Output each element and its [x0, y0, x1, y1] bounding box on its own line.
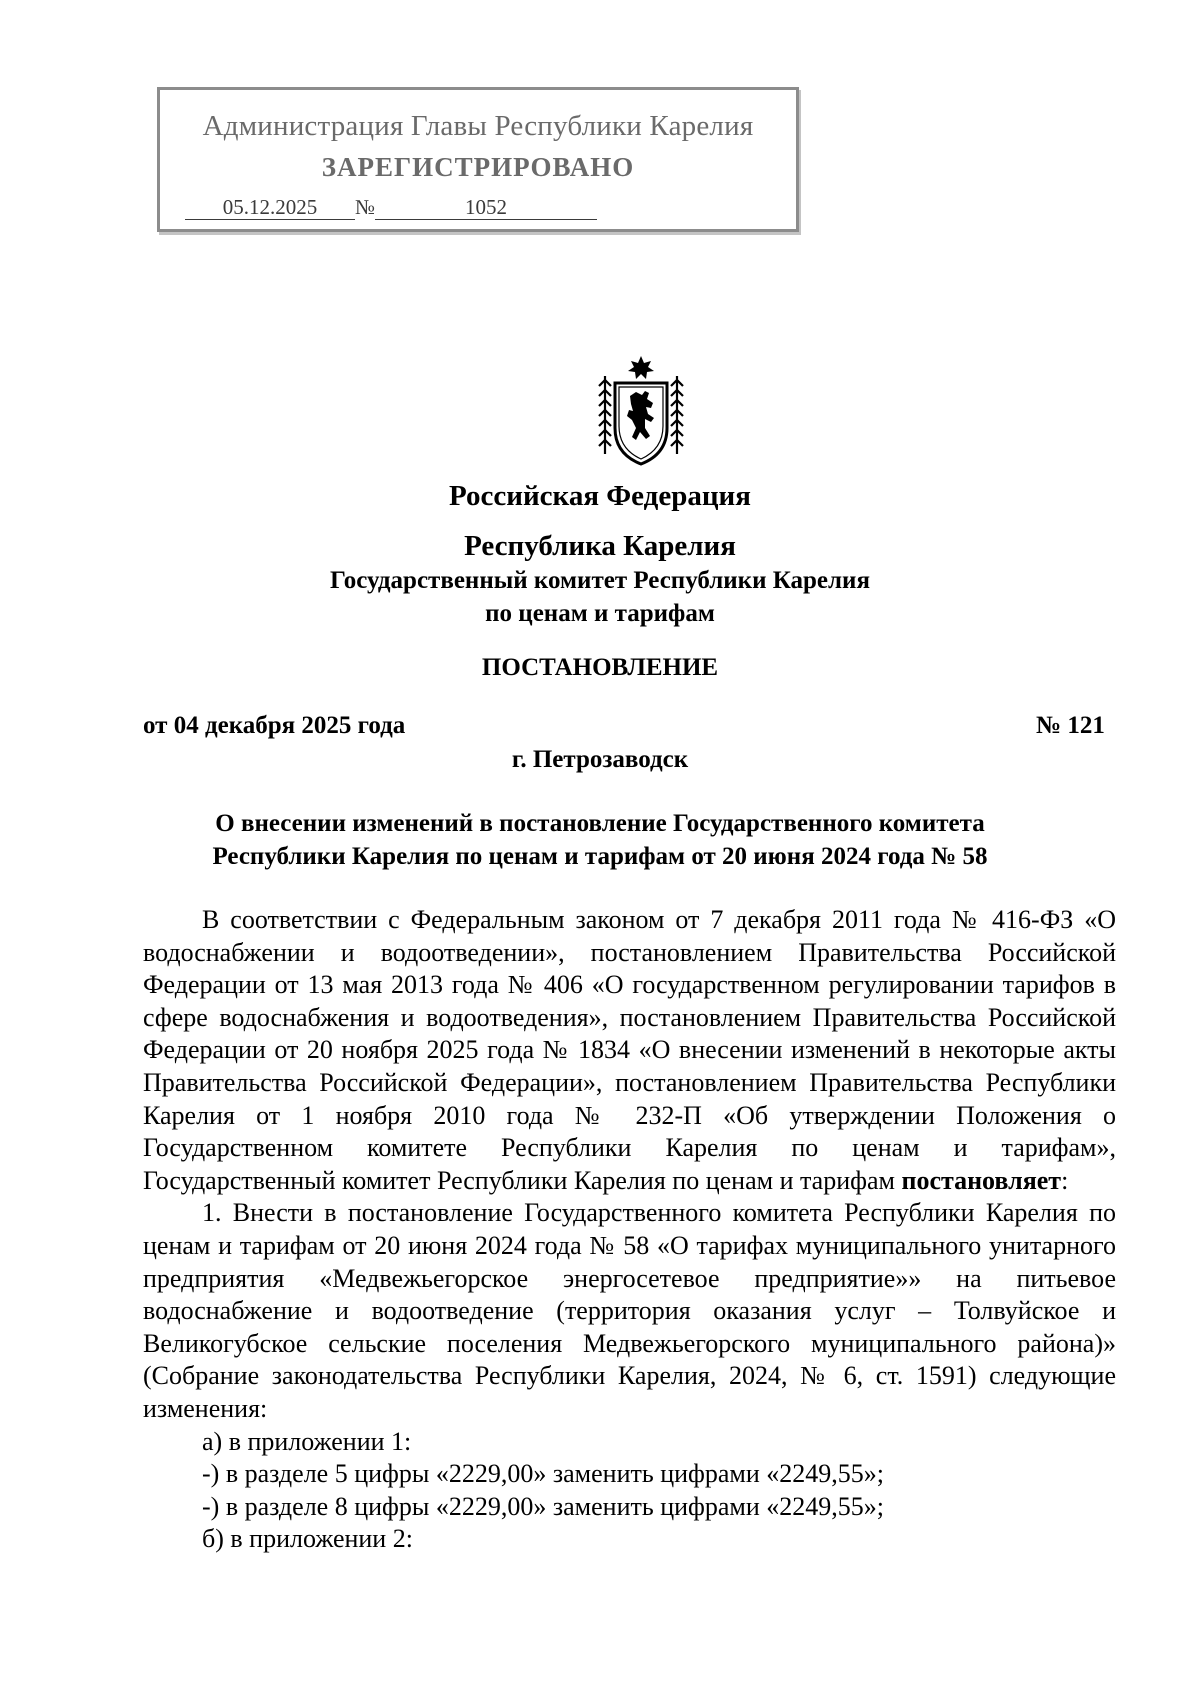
preamble-end: : — [1061, 1165, 1069, 1195]
item-a: а) в приложении 1: — [202, 1426, 412, 1456]
karelia-coat-of-arms-icon — [598, 356, 684, 468]
stamp-status: ЗАРЕГИСТРИРОВАНО — [321, 152, 635, 182]
committee-line-1: Государственный комитет Республики Карелия — [330, 567, 870, 594]
stamp-date: 05.12.2025 — [185, 195, 355, 220]
item-a-2: -) в разделе 8 цифры «2229,00» заменить цифрами «2249,55»; — [202, 1491, 885, 1521]
stamp-number: 1052 — [375, 195, 597, 220]
document-body — [143, 904, 1116, 1556]
document-title-line-2: Республики Карелия по ценам и тарифам от 20 июня 2024 года № 58 — [212, 843, 988, 870]
committee-line-2: по ценам и тарифам — [485, 600, 715, 627]
stamp-organization: Администрация Главы Республики Карелия — [202, 110, 754, 142]
document-number: № 121 — [1036, 712, 1105, 739]
document-type: ПОСТАНОВЛЕНИЕ — [481, 654, 719, 681]
document-title-line-1: О внесении изменений в постановление Государственного комитета — [215, 810, 985, 837]
preamble-text: В соответствии с Федеральным законом от 7 декабря 2011 года № 416-ФЗ «О водоснабжении и водоотведении», постановлением Правительства Российской Федерации от 13 мая 2013 года № 406 «О государственном регулировании тарифов в сфере водоснабжения и водоотведения», постановлением Правительства Российской Федерации от 20 ноября 2025 года № 1834 «О внесении изменений в некоторые акты Правительства Российской Федерации», постановлением Правительства Республики Карелия от 1 ноября 2010 года № 232-П «Об утверждении Положения о Государственном комитете Республики Карелия по ценам и тарифам», Государственный комитет Республики Карелия по ценам и тарифам — [143, 905, 1116, 1195]
preamble-bold: постановляет — [901, 1165, 1062, 1195]
republic-heading: Республика Карелия — [464, 530, 736, 562]
document-city: г. Петрозаводск — [511, 746, 689, 773]
item-1-paragraph: 1. Внести в постановление Государственного комитета Республики Карелия по ценам и тарифам от 20 июня 2024 года № 58 «О тарифах муниципального унитарного предприятия «Медвежьегорское энергосетевое предприятие»» на питьевое водоснабжение и водоотведение (территория оказания услуг – Толвуйское и Великогубское сельские поселения Медвежьегорского муниципального района)» (Собрание законодательства Республики Карелия, 2024, № 6, ст. 1591) следующие изменения: — [143, 1198, 1116, 1423]
preamble-paragraph — [143, 904, 1116, 1197]
country-heading: Российская Федерация — [449, 480, 751, 512]
item-a-1: -) в разделе 5 цифры «2229,00» заменить цифрами «2249,55»; — [202, 1459, 885, 1489]
item-b: б) в приложении 2: — [202, 1524, 413, 1554]
stamp-number-sign: № — [355, 195, 376, 219]
document-date: от 04 декабря 2025 года — [143, 712, 406, 739]
registration-stamp — [157, 87, 799, 232]
stamp-registration-line — [185, 195, 597, 221]
